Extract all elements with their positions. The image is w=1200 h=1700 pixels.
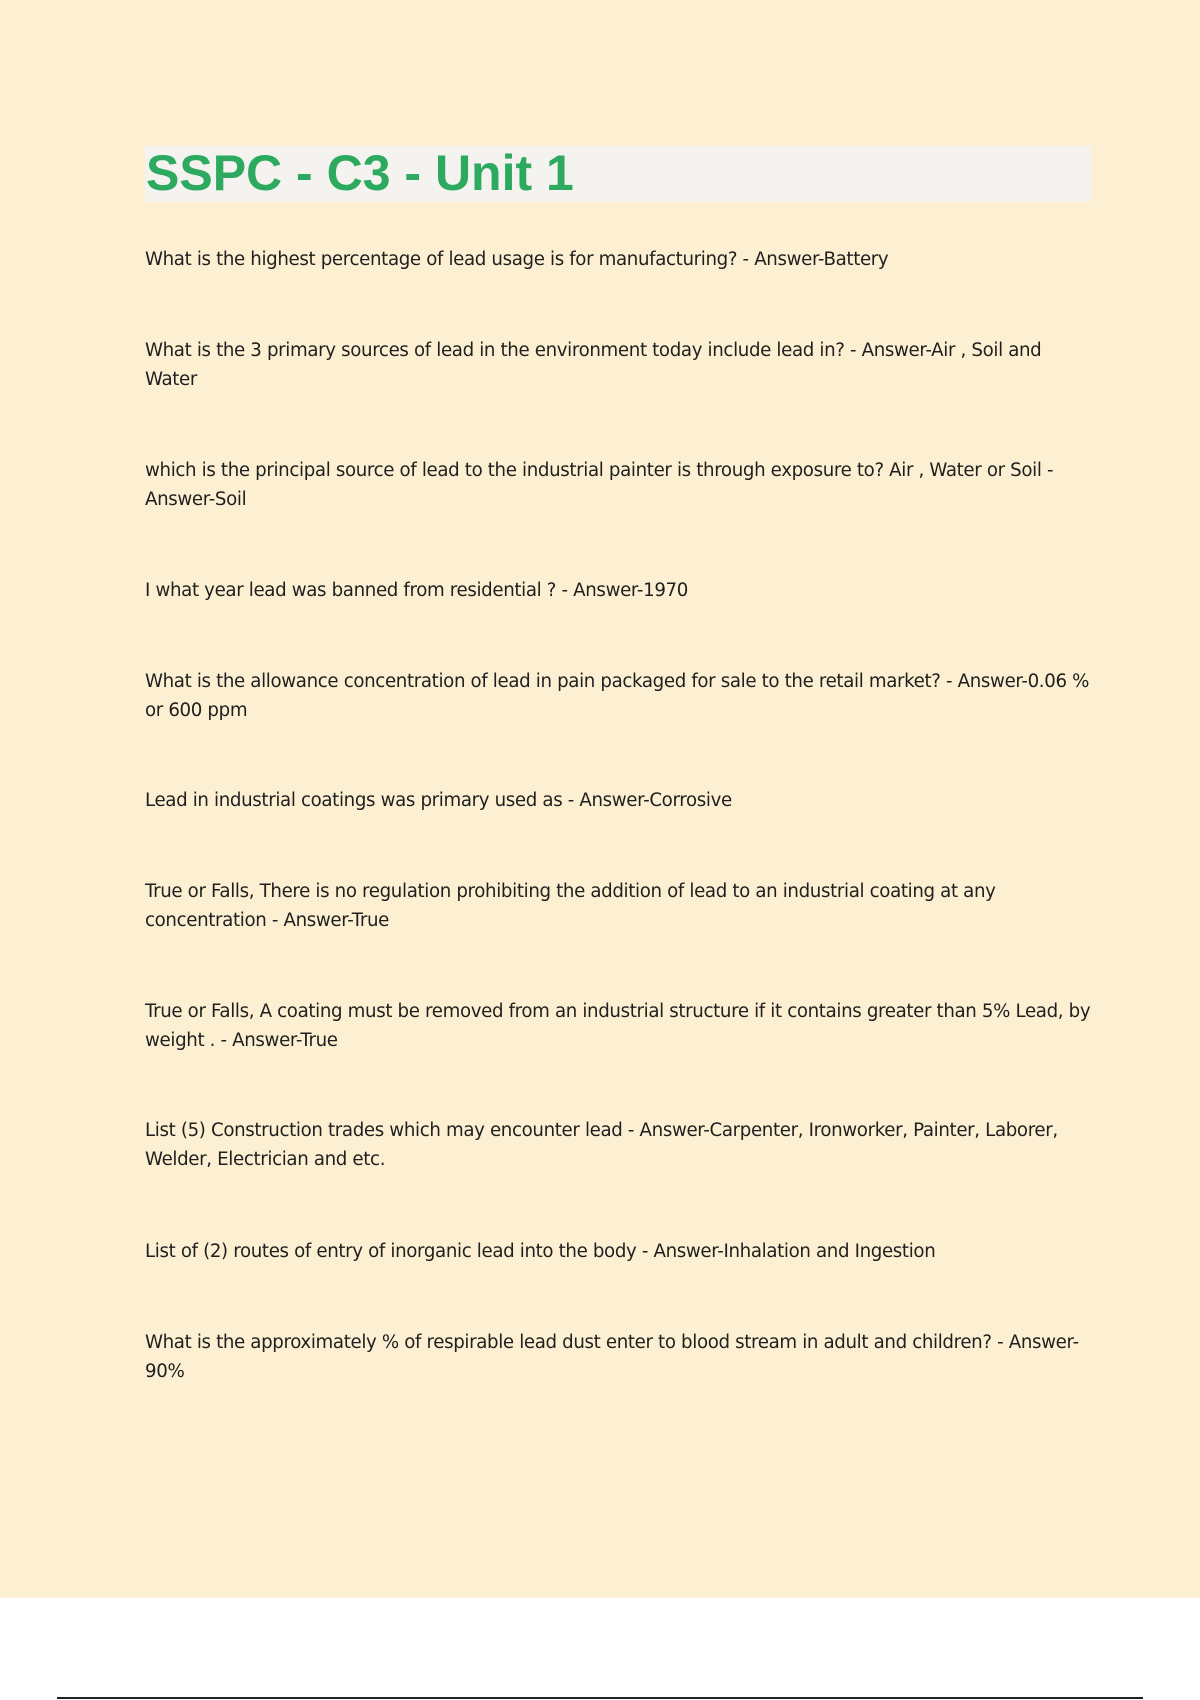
qa-item-4: I what year lead was banned from residential ? - Answer-1970 xyxy=(145,580,688,601)
qa-item-2: What is the 3 primary sources of lead in the environment today include lead in? - Answer-Air , Soil and Water xyxy=(145,340,1042,390)
qa-item-1: What is the highest percentage of lead usage is for manufacturing? - Answer-Battery xyxy=(145,249,889,270)
qa-item-11: What is the approximately % of respirable lead dust enter to blood stream in adult and children? - Answer-90% xyxy=(145,1332,1079,1382)
qa-item-7: True or Falls, There is no regulation prohibiting the addition of lead to an industrial coating at any concentration - Answer-True xyxy=(145,881,996,931)
qa-item-3: which is the principal source of lead to the industrial painter is through exposure to? Air , Water or Soil - Answer-Soil xyxy=(145,460,1054,510)
qa-item-5: What is the allowance concentration of lead in pain packaged for sale to the retail market? - Answer-0.06 % or 600 ppm xyxy=(145,671,1090,721)
qa-item-6: Lead in industrial coatings was primary used as - Answer-Corrosive xyxy=(145,790,732,811)
qa-item-10: List of (2) routes of entry of inorganic lead into the body - Answer-Inhalation and Ingestion xyxy=(145,1241,936,1262)
document-title: SSPC - C3 - Unit 1 xyxy=(146,145,574,201)
qa-item-8: True or Falls, A coating must be removed from an industrial structure if it contains greater than 5% Lead, by weight . - Answer-True xyxy=(145,1001,1091,1051)
qa-item-9: List (5) Construction trades which may encounter lead - Answer-Carpenter, Ironworker, Painter, Laborer, Welder, Electrician and etc. xyxy=(145,1120,1058,1170)
footer-divider xyxy=(57,1697,1143,1699)
